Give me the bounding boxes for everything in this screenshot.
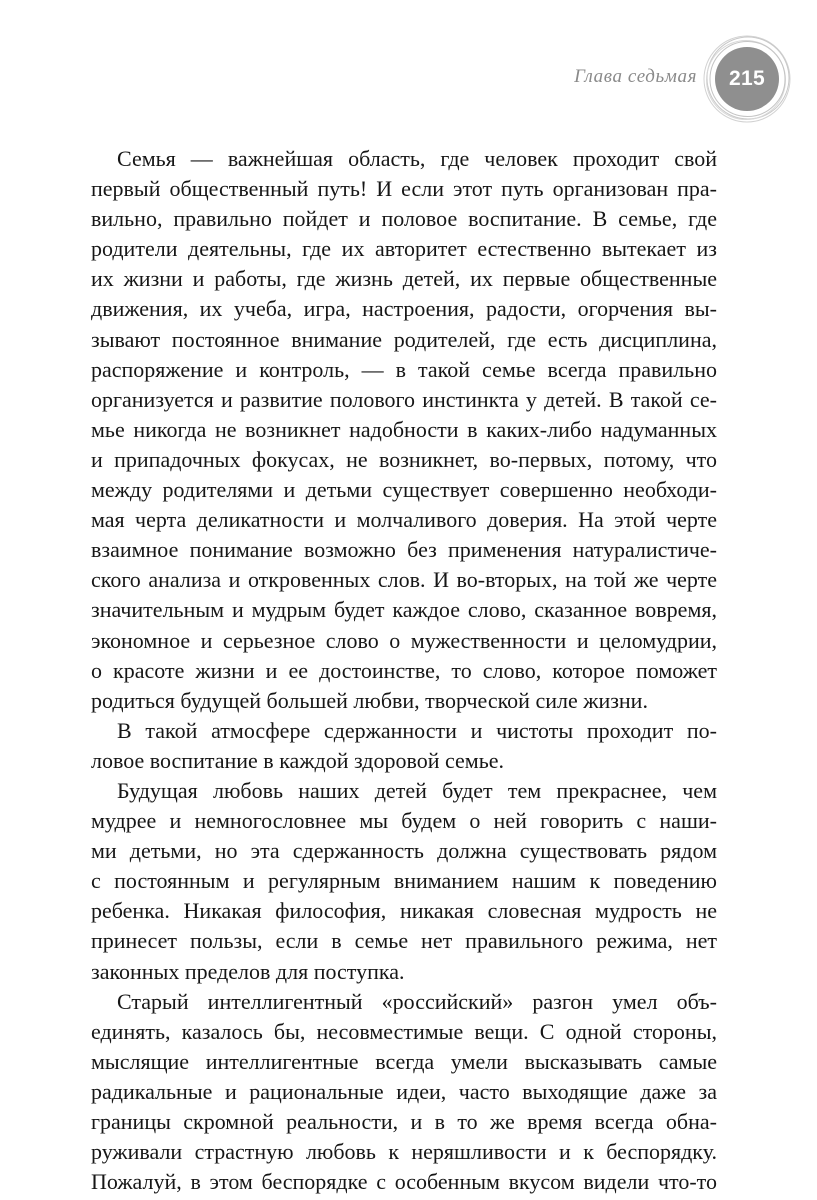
text-line: принесет пользы, если в семье нет правильного режима, нет <box>91 928 717 954</box>
text-line: о красоте жизни и ее достоинстве, то слово, которое поможет <box>91 657 717 683</box>
text-line: радикальные и рациональные идеи, часто выходящие даже за <box>91 1078 717 1104</box>
text-line: ребенка. Никакая философия, никакая словесная мудрость не <box>91 898 717 924</box>
text-line: между родителями и детьми существует совершенно необходи- <box>91 477 717 503</box>
text-line: значительным и мудрым будет каждое слово, сказанное вовремя, <box>91 597 717 623</box>
text-line: законных пределов для поступка. <box>91 958 405 984</box>
text-line: движения, их учеба, игра, настроения, радости, огорчения вы- <box>91 296 717 322</box>
text-line: вильно, правильно пойдет и половое воспитание. В семье, где <box>91 206 717 232</box>
paragraph-first-line: Семья — важнейшая область, где человек проходит свой <box>117 146 717 171</box>
text-line: их жизни и работы, где жизнь детей, их первые общественные <box>91 266 717 292</box>
text-line: первый общественный путь! И если этот путь организован пра- <box>91 176 717 202</box>
paragraph-first-line: Будущая любовь наших детей будет тем прекраснее, чем <box>117 777 717 803</box>
text-line: организуется и развитие полового инстинкта у детей. В такой се- <box>91 386 717 412</box>
text-line: границы скромной реальности, и в то же время всегда обна- <box>91 1109 717 1134</box>
text-line: родиться будущей большей любви, творческой силе жизни. <box>91 687 648 713</box>
text-line: мыслящие интеллигентные всегда умели высказывать самые <box>91 1048 717 1074</box>
text-line: с постоянным и регулярным вниманием нашим к поведению <box>91 868 717 894</box>
paragraph-first-line: Старый интеллигентный «российский» разгон умел объ- <box>117 988 717 1014</box>
text-line: взаимное понимание возможно без применения натуралистиче- <box>91 537 717 563</box>
chapter-title: Глава седьмая <box>574 66 697 87</box>
text-line: мье никогда не возникнет надобности в каких-либо надуманных <box>91 416 717 442</box>
text-line: родители деятельны, где их авторитет естественно вытекает из <box>91 236 717 262</box>
text-line: руживали страстную любовь к неряшливости и к беспорядку. <box>91 1139 717 1165</box>
text-line: единять, казалось бы, несовместимые вещи. С одной стороны, <box>91 1018 717 1044</box>
text-line: зывают постоянное внимание родителей, где есть дисциплина, <box>91 326 717 352</box>
text-line: Пожалуй, в этом беспорядке с особенным вкусом видели что-то <box>91 1169 717 1195</box>
text-line: ми детьми, но эта сдержанность должна существовать рядом <box>91 838 717 864</box>
text-line: и припадочных фокусах, не возникнет, во-первых, потому, что <box>91 446 717 472</box>
text-line: ского анализа и откровенных слов. И во-вторых, на той же черте <box>91 567 717 593</box>
text-line: экономное и серьезное слово о мужественности и целомудрии, <box>91 627 717 653</box>
page-number: 215 <box>729 67 765 90</box>
body-text <box>91 144 717 1197</box>
text-line: ловое воспитание в каждой здоровой семье. <box>91 747 504 773</box>
text-line: мудрее и немногословнее мы будем о ней говорить с наши- <box>91 808 717 834</box>
page-number-badge <box>702 34 792 124</box>
text-line: распоряжение и контроль, — в такой семье всегда правильно <box>91 356 717 382</box>
running-header <box>0 0 817 130</box>
text-line: мая черта деликатности и молчаливого доверия. На этой черте <box>91 507 717 533</box>
paragraph-first-line: В такой атмосфере сдержанности и чистоты проходит по- <box>117 717 717 743</box>
